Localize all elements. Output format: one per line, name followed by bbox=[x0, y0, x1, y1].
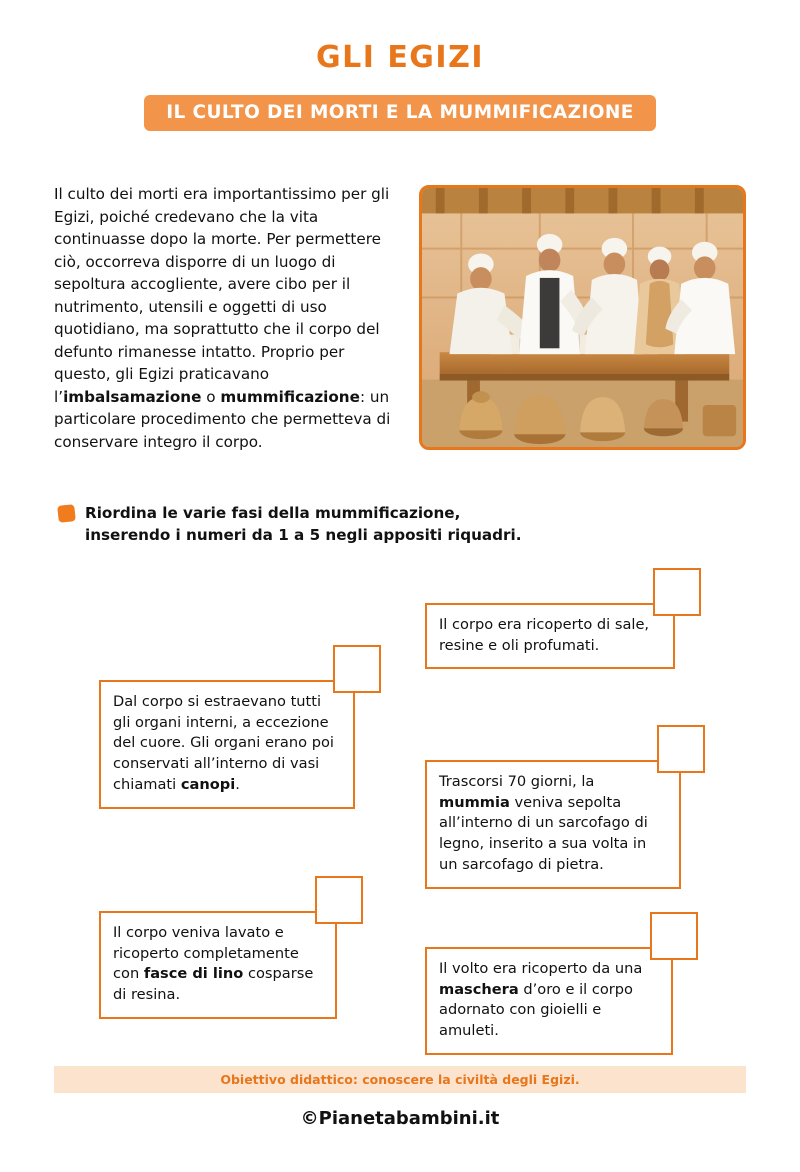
intro-text-mid: o bbox=[201, 387, 221, 406]
bullet-square-icon bbox=[57, 504, 76, 523]
instruction-text bbox=[85, 502, 522, 546]
text-fase-fasce-lino-bold: fasce di lino bbox=[143, 965, 244, 983]
intro-text-part1: Il culto dei morti era importantissimo per gli Egizi, poiché credevano che la vita continuasse dopo la morte. Per permettere ciò, occorreva disporre di un luogo di sepoltura accogliente, avere cibo per il nutrimento, utensili e oggetti di uso quotidiano, ma soprattutto che il corpo del defunto rimanesse intatto. Proprio per questo, gli Egizi praticavano l’ bbox=[54, 185, 390, 406]
exercise-fase-sale-resine bbox=[425, 568, 720, 658]
subtitle-container bbox=[0, 95, 800, 131]
text-fase-sarcofago-bold: mummia bbox=[439, 793, 510, 811]
illustration-svg bbox=[422, 188, 743, 447]
instruction-line-1: Riordina le varie fasi della mummificazione, bbox=[85, 504, 461, 522]
exercise-fase-organi-canopi bbox=[99, 645, 399, 805]
text-box-fase-organi-canopi bbox=[99, 680, 355, 809]
text-fase-fasce-lino-part2: cosparse di resina. bbox=[113, 965, 314, 1004]
intro-bold-mummificazione: mummificazione bbox=[220, 387, 360, 406]
instruction-line-2: inserendo i numeri da 1 a 5 negli appositi riquadri. bbox=[85, 526, 522, 545]
objective-banner: Obiettivo didattico: conoscere la civiltà degli Egizi. bbox=[54, 1066, 746, 1093]
intro-paragraph bbox=[54, 183, 404, 453]
intro-bold-imbalsamazione: imbalsamazione bbox=[63, 387, 202, 406]
text-fase-organi-canopi-part2: . bbox=[235, 775, 240, 793]
page-title: GLI EGIZI bbox=[315, 40, 485, 75]
credit-text: ©Pianetabambini.it bbox=[300, 1108, 500, 1129]
text-box-fase-fasce-lino bbox=[99, 911, 337, 1019]
worksheet-page bbox=[0, 40, 800, 1172]
text-fase-maschera-oro-part2: d’oro e il corpo adornato con gioielli e amuleti. bbox=[439, 980, 633, 1040]
page-subtitle: IL CULTO DEI MORTI E LA MUMMIFICAZIONE bbox=[144, 95, 656, 131]
text-fase-sarcofago-part1: Trascorsi 70 giorni, la bbox=[439, 773, 595, 790]
instruction bbox=[58, 502, 522, 546]
text-fase-fasce-lino-part1: Il corpo veniva lavato e ricoperto completamente con bbox=[113, 924, 299, 983]
answer-box-fase-sale-resine[interactable] bbox=[653, 568, 701, 616]
text-box-fase-sale-resine bbox=[425, 603, 675, 669]
text-fase-maschera-oro-part1: Il volto era ricoperto da una bbox=[439, 960, 643, 977]
answer-box-fase-maschera-oro[interactable] bbox=[650, 912, 698, 960]
text-fase-organi-canopi-part1: Dal corpo si estraevano tutti gli organi interni, a eccezione del cuore. Gli organi erano poi conservati all’interno di vasi chiamati bbox=[113, 693, 334, 793]
intro-text-part2: : un particolare procedimento che permetteva di conservare integro il corpo. bbox=[54, 387, 391, 451]
text-box-fase-maschera-oro bbox=[425, 947, 673, 1055]
text-fase-sale-resine: Il corpo era ricoperto di sale, resine e oli profumati. bbox=[439, 616, 650, 654]
exercise-fase-fasce-lino bbox=[99, 876, 369, 1006]
text-box-fase-sarcofago bbox=[425, 760, 681, 889]
mummification-illustration bbox=[419, 185, 746, 450]
answer-box-fase-fasce-lino[interactable] bbox=[315, 876, 363, 924]
exercise-fase-maschera-oro bbox=[425, 912, 695, 1052]
exercise-fase-sarcofago bbox=[425, 725, 695, 885]
text-fase-maschera-oro-bold: maschera bbox=[439, 980, 519, 998]
answer-box-fase-sarcofago[interactable] bbox=[657, 725, 705, 773]
text-fase-sarcofago-part2: veniva sepolta all’interno di un sarcofago di legno, inserito a sua volta in un sarcofago di pietra. bbox=[439, 793, 648, 873]
answer-box-fase-organi-canopi[interactable] bbox=[333, 645, 381, 693]
text-fase-organi-canopi-bold: canopi bbox=[180, 775, 236, 793]
